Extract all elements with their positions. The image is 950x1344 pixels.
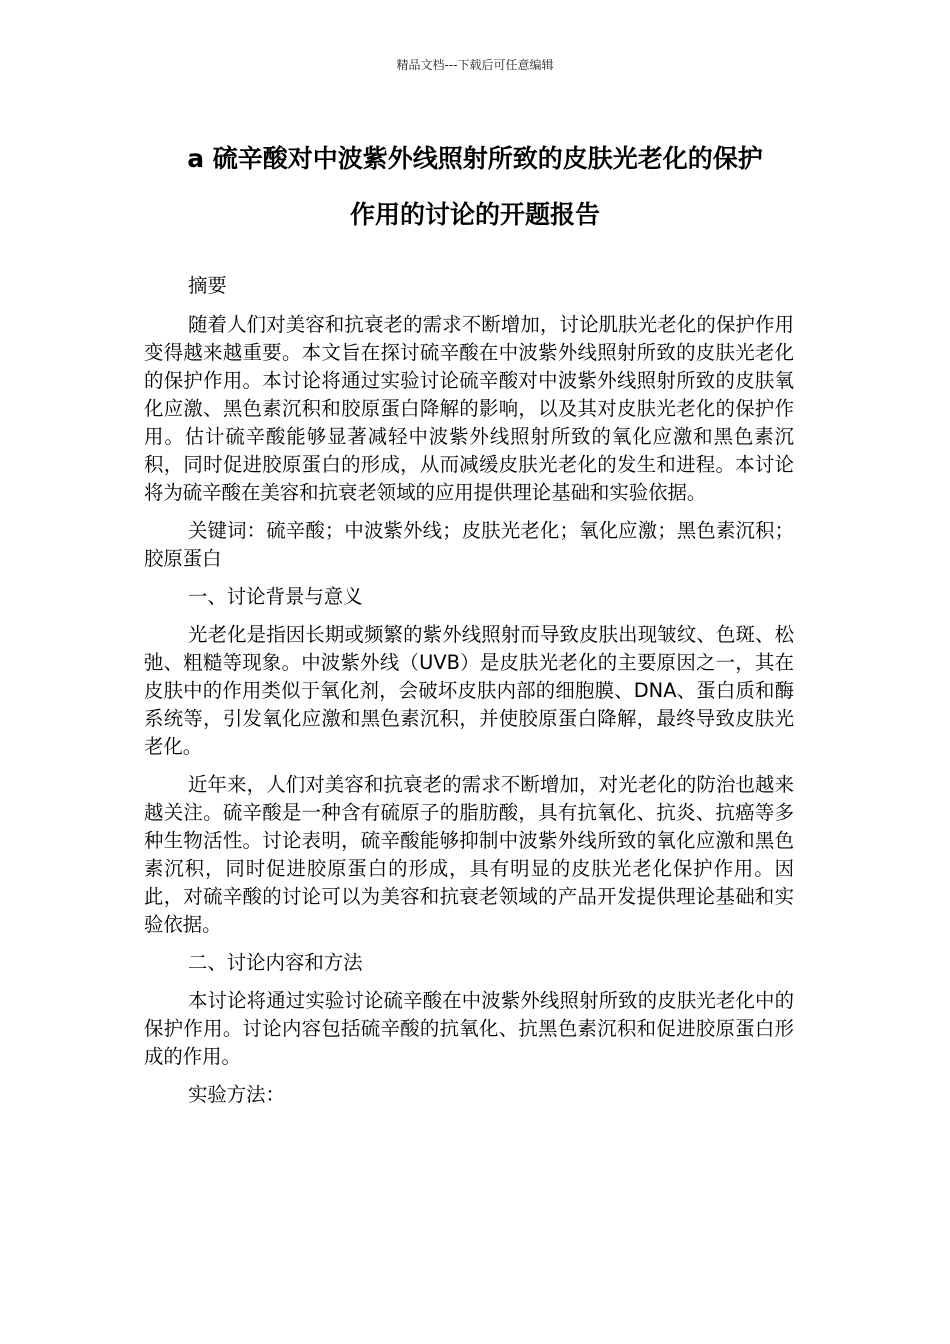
page-header-note: 精品文档---下载后可任意编辑 bbox=[396, 58, 554, 72]
section-1-paragraph-1: 光老化是指因长期或频繁的紫外线照射而导致皮肤出现皱纹、色斑、松弛、粗糙等现象。中波紫外线（UVB）是皮肤光老化的主要原因之一，其在皮肤中的作用类似于氧化剂，会破坏皮肤内部的细胞膜、DNA、蛋白质和酶系统等，引发氧化应激和黑色素沉积，并使胶原蛋白降解，最终导致皮肤光老化。 bbox=[144, 623, 794, 758]
keywords-paragraph: 关键词：硫辛酸；中波紫外线；皮肤光老化；氧化应激；黑色素沉积；胶原蛋白 bbox=[144, 519, 794, 570]
section-2-heading: 二、讨论内容和方法 bbox=[188, 951, 363, 974]
title-line-2: 作用的讨论的开题报告 bbox=[349, 200, 600, 229]
abstract-paragraph: 随着人们对美容和抗衰老的需求不断增加，讨论肌肤光老化的保护作用变得越来越重要。本文旨在探讨硫辛酸在中波紫外线照射所致的皮肤光老化的保护作用。本讨论将通过实验讨论硫辛酸对中波紫外线照射所致的皮肤氧化应激、黑色素沉积和胶原蛋白降解的影响，以及其对皮肤光老化的保护作用。估计硫辛酸能够显著减轻中波紫外线照射所致的氧化应激和黑色素沉积，同时促进胶原蛋白的形成，从而减缓皮肤光老化的发生和进程。本讨论将为硫辛酸在美容和抗衰老领域的应用提供理论基础和实验依据。 bbox=[144, 313, 794, 504]
abstract-label: 摘要 bbox=[188, 274, 227, 297]
title-line-1: a 硫辛酸对中波紫外线照射所致的皮肤光老化的保护 bbox=[187, 144, 763, 173]
section-1-heading: 一、讨论背景与意义 bbox=[188, 585, 363, 608]
section-2-paragraph-1: 本讨论将通过实验讨论硫辛酸在中波紫外线照射所致的皮肤光老化中的保护作用。讨论内容包括硫辛酸的抗氧化、抗黑色素沉积和促进胶原蛋白形成的作用。 bbox=[144, 989, 794, 1068]
methods-label: 实验方法： bbox=[188, 1083, 285, 1106]
document-title bbox=[0, 131, 950, 243]
section-1-paragraph-2: 近年来，人们对美容和抗衰老的需求不断增加，对光老化的防治也越来越关注。硫辛酸是一种含有硫原子的脂肪酸，具有抗氧化、抗炎、抗癌等多种生物活性。讨论表明，硫辛酸能够抑制中波紫外线所致的氧化应激和黑色素沉积，同时促进胶原蛋白的形成，具有明显的皮肤光老化保护作用。因此，对硫辛酸的讨论可以为美容和抗衰老领域的产品开发提供理论基础和实验依据。 bbox=[144, 773, 794, 936]
document-body bbox=[144, 272, 794, 1119]
